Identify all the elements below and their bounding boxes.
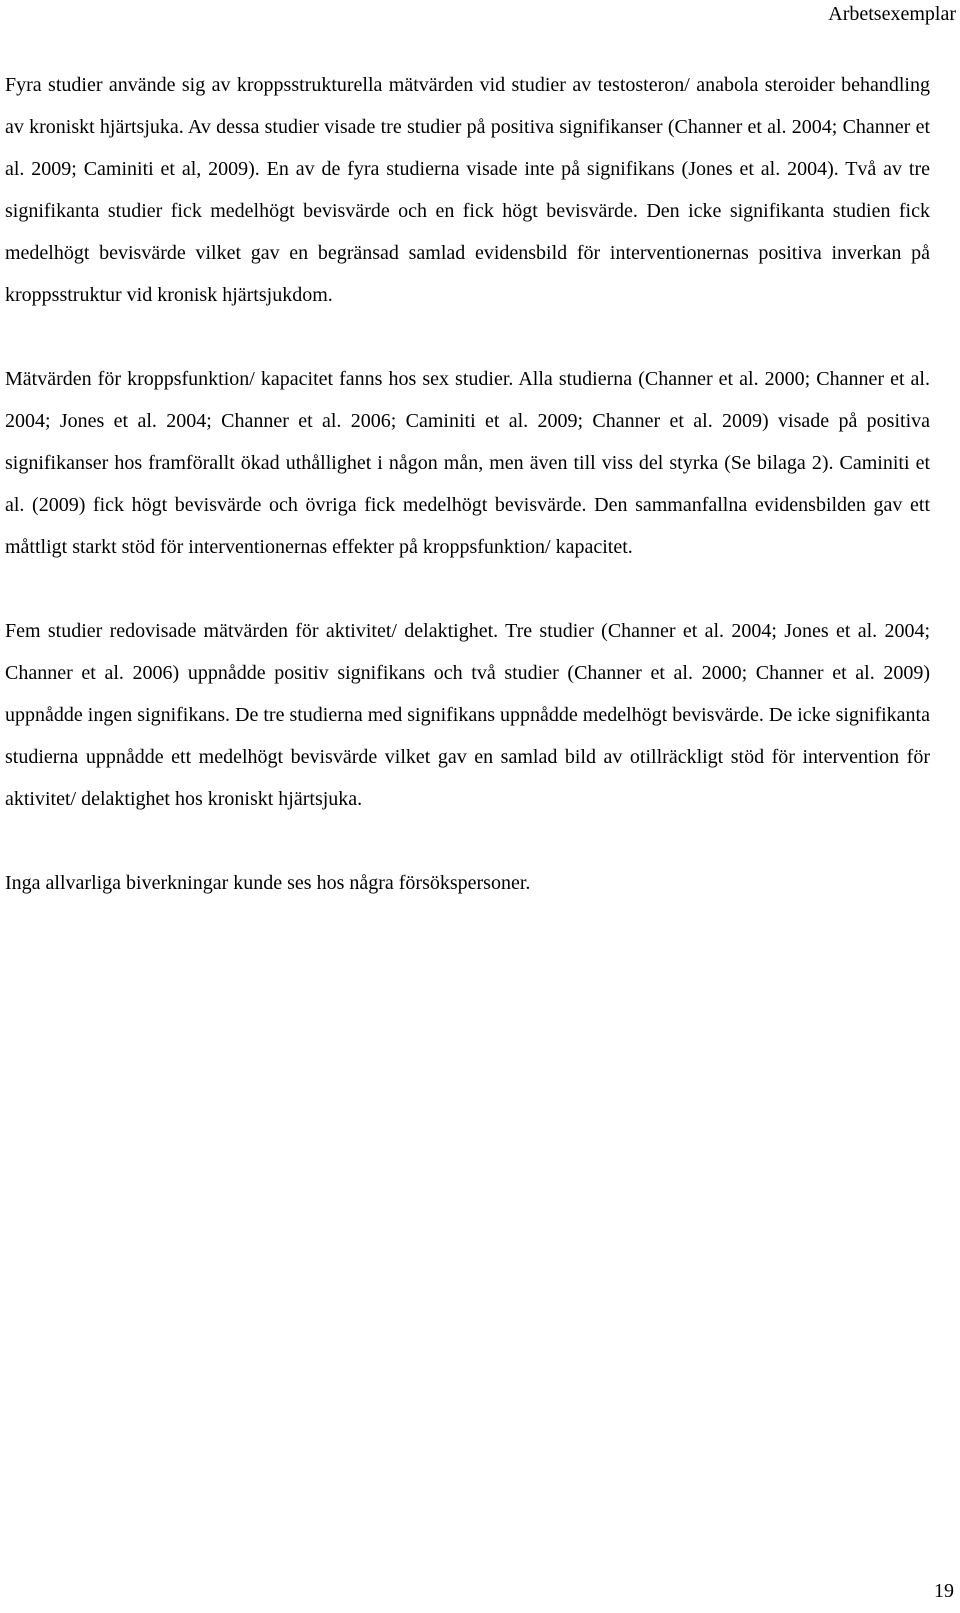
paragraph-spacer (5, 820, 930, 862)
paragraph-adverse-effects: Inga allvarliga biverkningar kunde ses hos några försökspersoner. (5, 872, 531, 894)
document-body (5, 64, 930, 904)
paragraph-spacer (5, 316, 930, 358)
header-label: Arbetsexemplar (828, 3, 956, 25)
paragraph-activity-participation: Fem studier redovisade mätvärden för aktivitet/ delaktighet. Tre studier (Channer et al. 2004; Jones et al. 2004; Channer et al. 2006) uppnådde positiv signifikans och två studier (Channer et al. 2000; Channer et al. 2009) uppnådde ingen signifikans. De tre studierna med signifikans uppnådde medelhögt bevisvärde. De icke signifikanta studierna uppnådde ett medelhögt bevisvärde vilket gav en samlad bild av otillräckligt stöd för intervention för aktivitet/ delaktighet hos kroniskt hjärtsjuka. (5, 620, 930, 810)
paragraph-body-function: Mätvärden för kroppsfunktion/ kapacitet fanns hos sex studier. Alla studierna (Channer et al. 2000; Channer et al. 2004; Jones et al. 2004; Channer et al. 2006; Caminiti et al. 2009; Channer et al. 2009) visade på positiva signifikanser hos framförallt ökad uthållighet i någon mån, men även till viss del styrka (Se bilaga 2). Caminiti et al. (2009) fick högt bevisvärde och övriga fick medelhögt bevisvärde. Den sammanfallna evidensbilden gav ett måttligt starkt stöd för interventionernas effekter på kroppsfunktion/ kapacitet. (5, 368, 930, 558)
paragraph-spacer (5, 568, 930, 610)
page-number: 19 (934, 1580, 954, 1602)
paragraph-body-structure: Fyra studier använde sig av kroppsstrukturella mätvärden vid studier av testosteron/ anabola steroider behandling av kroniskt hjärtsjuka. Av dessa studier visade tre studier på positiva signifikanser (Channer et al. 2004; Channer et al. 2009; Caminiti et al, 2009). En av de fyra studierna visade inte på signifikans (Jones et al. 2004). Två av tre signifikanta studier fick medelhögt bevisvärde och en fick högt bevisvärde. Den icke signifikanta studien fick medelhögt bevisvärde vilket gav en begränsad samlad evidensbild för interventionernas positiva inverkan på kroppsstruktur vid kronisk hjärtsjukdom. (5, 74, 930, 306)
